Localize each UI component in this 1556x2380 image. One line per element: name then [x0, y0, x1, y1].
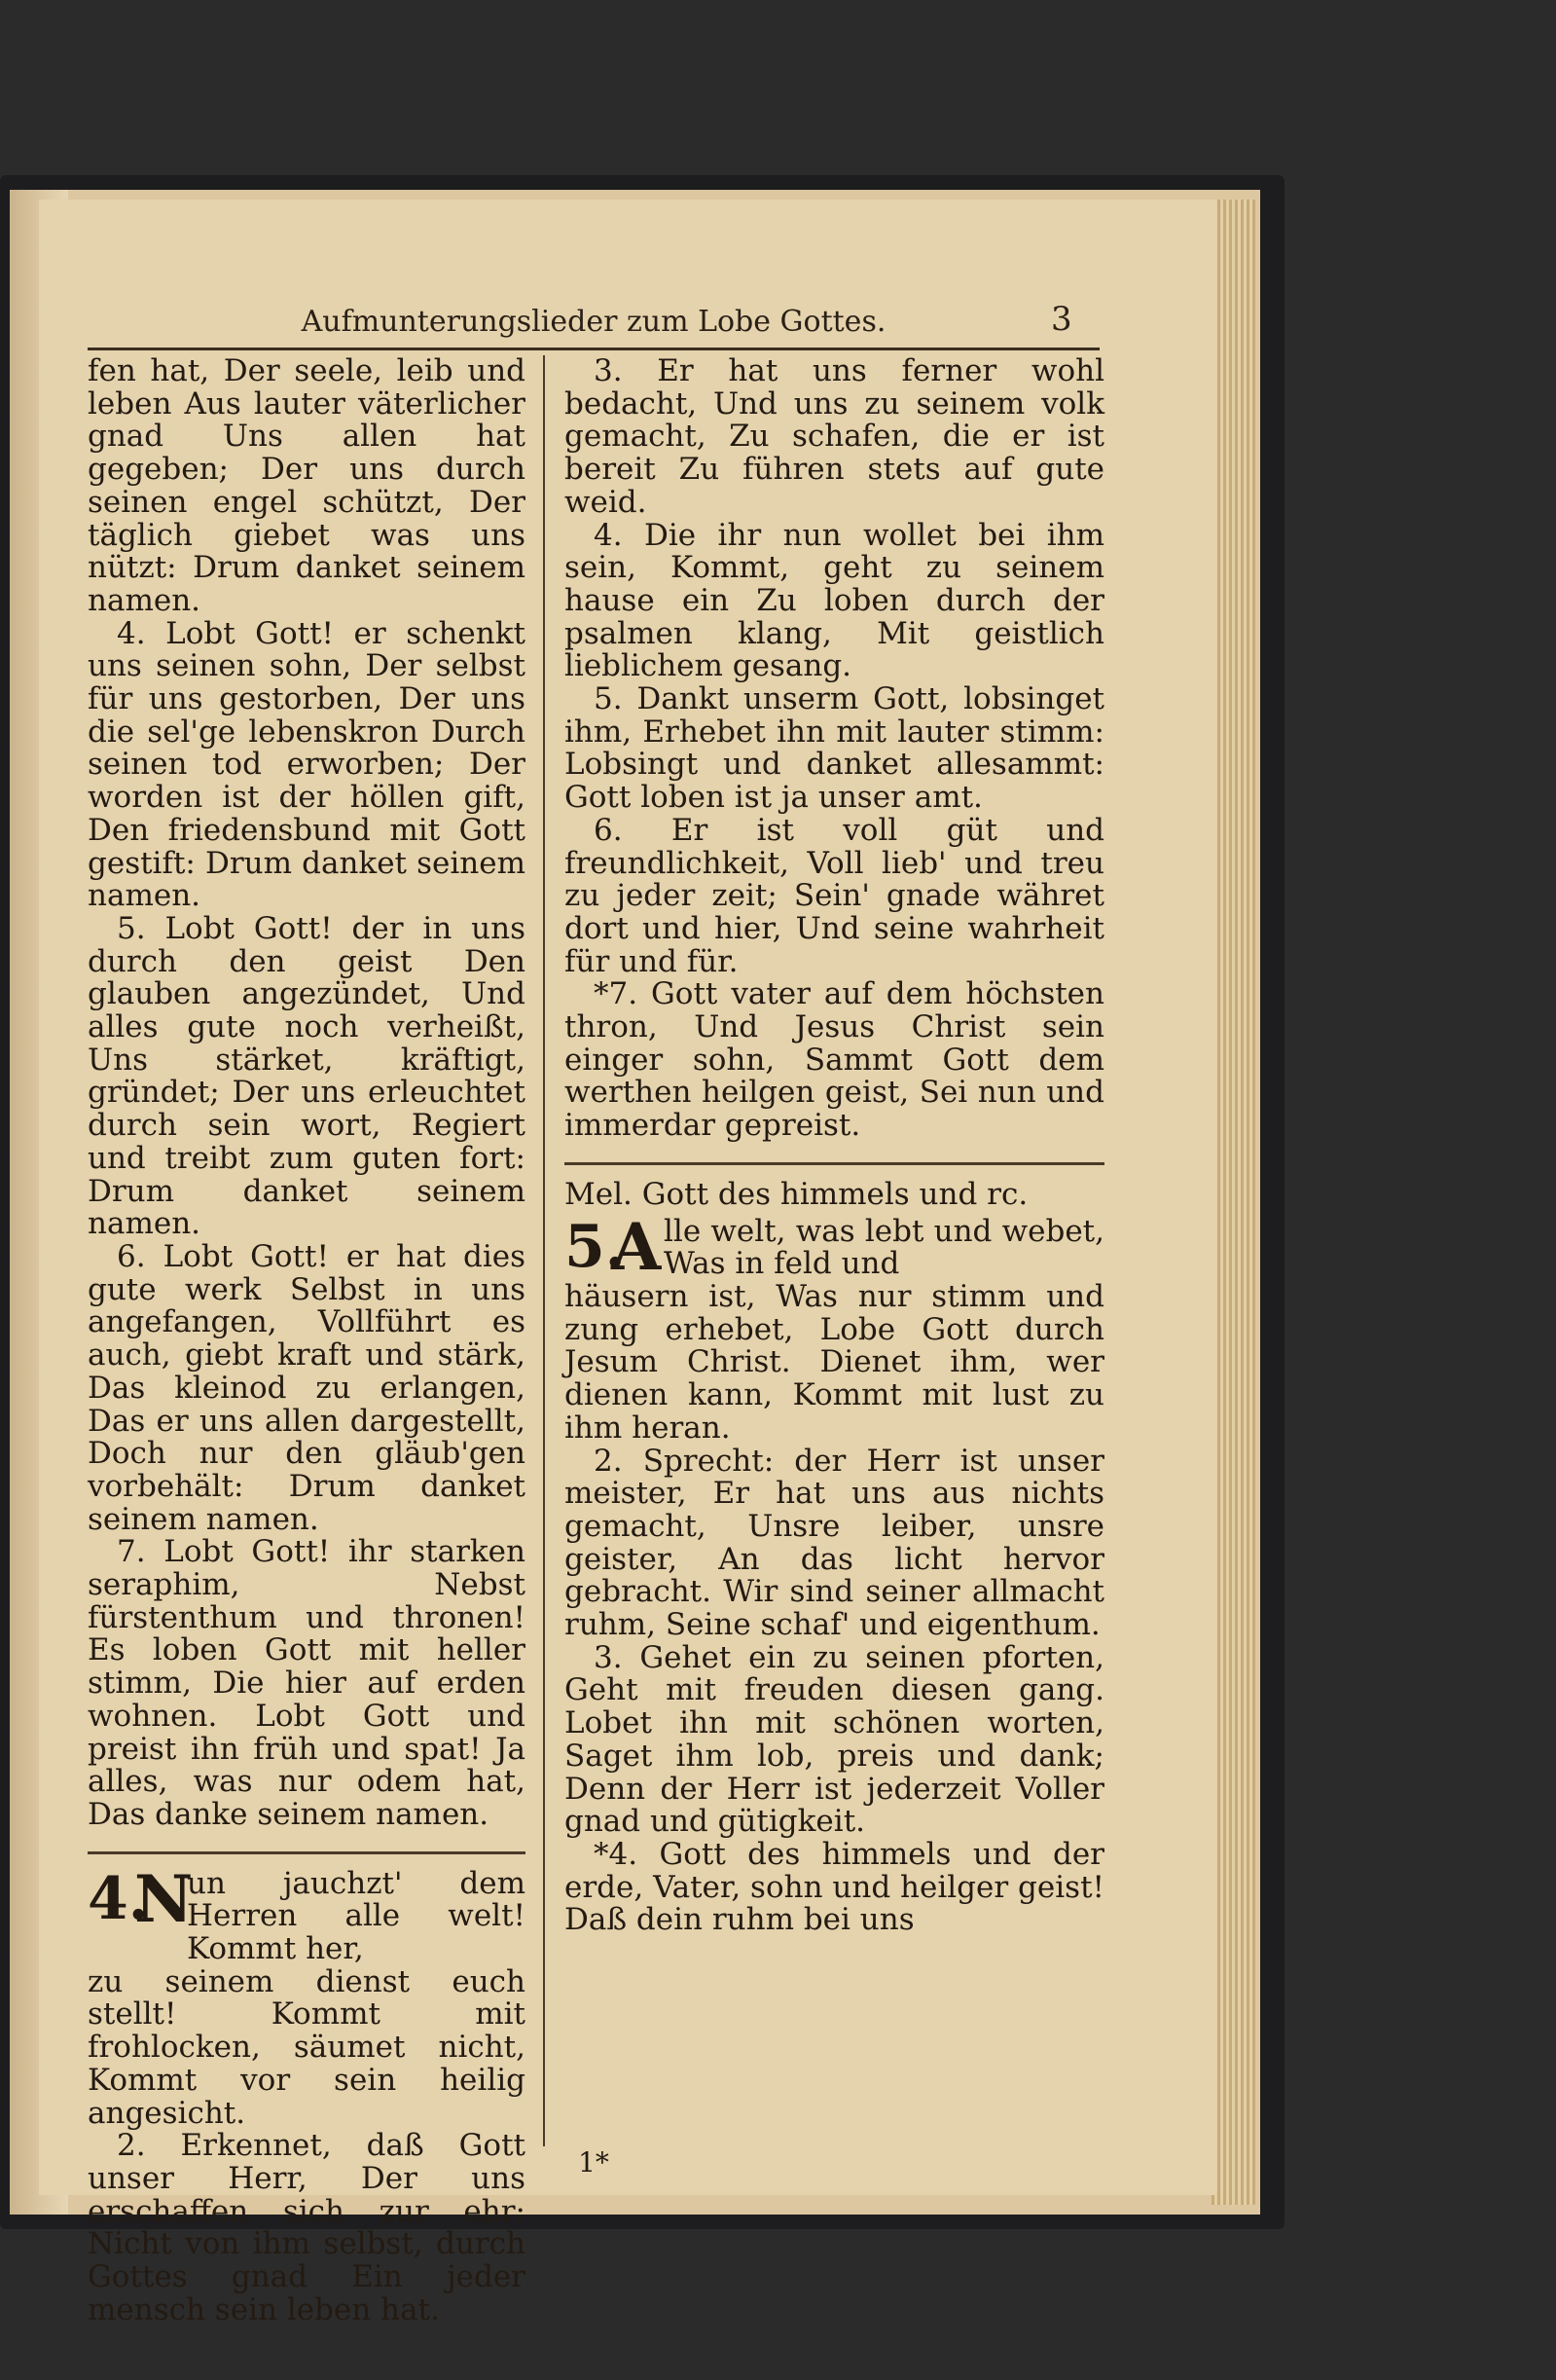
hymn-number: 5. — [564, 1212, 626, 1281]
verse: 2. Sprecht: der Herr ist unser meister, Er hat uns aus nichts gemacht, Unsre leiber, unsre geister, An das licht hervor gebracht. Wir sind seiner allmacht ruhm, Seine schaf' und eigenthum. — [564, 1443, 1104, 1643]
right-column — [564, 355, 1104, 1937]
hymn-5-start — [564, 1208, 1104, 1285]
hymn-first-lines: un jauchzt' dem Herren alle welt! Kommt her, — [187, 1865, 525, 1967]
verse: 5. Lobt Gott! der in uns durch den geist Den glauben angezündet, Und alles gute noch verheißt, Uns stärket, kräftigt, gründet; Der uns erleuchtet durch sein wort, Regiert und treibt zum guten fort: Drum danket seinem namen. — [88, 910, 525, 1242]
verse: 4. Lobt Gott! er schenkt uns seinen sohn, Der selbst für uns gestorben, Der uns die sel'ge lebenskron Durch seinen tod erworben; Der worden ist der höllen gift, Den friedensbund mit Gott gestift: Drum danket seinem namen. — [88, 615, 525, 914]
signature-mark: 1* — [578, 2146, 609, 2179]
verse: 3. Er hat uns ferner wohl bedacht, Und uns zu seinem volk gemacht, Zu schafen, die er ist bereit Zu führen stets auf gute weid. — [564, 353, 1104, 520]
hymn-4-start — [88, 1860, 525, 1967]
melody-line: Mel. Gott des himmels und rc. — [564, 1176, 1029, 1212]
page-fore-edge — [1212, 200, 1255, 2205]
hymn-separator — [88, 1851, 525, 1854]
running-head: Aufmunterungslieder zum Lobe Gottes. — [301, 304, 887, 339]
verse: 4. Die ihr nun wollet bei ihm sein, Kommt, geht zu seinem hause ein Zu loben durch der psalmen klang, Mit geistlich lieblichem gesang. — [564, 517, 1104, 684]
verse: *4. Gott des himmels und der erde, Vater, sohn und heilger geist! Daß dein ruhm bei uns — [564, 1836, 1104, 1938]
book-page — [39, 200, 1216, 2327]
page-number: 3 — [1051, 300, 1072, 339]
verse: fen hat, Der seele, leib und leben Aus lauter väterlicher gnad Uns allen hat gegeben; Der uns durch seinen engel schützt, Der täglich giebet was uns nützt: Drum danket seinem namen. — [88, 353, 525, 618]
verse: 7. Lobt Gott! ihr starken seraphim, Nebst fürstenthum und thronen! Es loben Gott mit heller stimm, Die hier auf erden wohnen. Lobt Gott und preist ihn früh und spat! Ja alles, was nur odem hat, Das danke seinem namen. — [88, 1534, 525, 1832]
verse: 5. Dankt unserm Gott, lobsinget ihm, Erhebet ihn mit lauter stimm: Lobsingt und danket allesammt: Gott loben ist ja unser amt. — [564, 681, 1104, 816]
hymn-first-lines: lle welt, was lebt und webet, Was in feld und — [664, 1213, 1104, 1282]
verse: 6. Er ist voll güt und freundlichkeit, Voll lieb' und treu zu jeder zeit; Sein' gnade währet dort und hier, Und seine wahrheit für und für. — [564, 812, 1104, 979]
verse: 2. Erkennet, daß Gott unser Herr, Der uns erschaffen sich zur ehr: Nicht von ihm selbst, durch Gottes gnad Ein jeder mensch sein leben hat. — [88, 2128, 525, 2327]
header-rule — [88, 348, 1100, 350]
verse: zu seinem dienst euch stellt! Kommt mit frohlocken, säumet nicht, Kommt vor sein heilig angesicht. — [88, 1963, 525, 2131]
verse: 3. Gehet ein zu seinen pforten, Geht mit freuden diesen gang. Lobet ihn mit schönen worten, Saget ihm lob, preis und dank; Denn der Herr ist jederzeit Voller gnad und gütigkeit. — [564, 1639, 1104, 1840]
column-rule — [543, 355, 545, 2146]
left-column — [88, 355, 525, 2326]
verse: *7. Gott vater auf dem höchsten thron, Und Jesus Christ sein einger sohn, Sammt Gott dem werthen heilgen geist, Sei nun und immerdar gepreist. — [564, 976, 1104, 1144]
hymn-separator — [564, 1162, 1104, 1165]
drop-initial: N — [134, 1860, 194, 1937]
drop-initial: A — [611, 1208, 662, 1285]
verse: häusern ist, Was nur stimm und zung erhebet, Lobe Gott durch Jesum Christ. Dienet ihm, wer dienen kann, Kommt mit lust zu ihm heran. — [564, 1278, 1104, 1446]
verse: 6. Lobt Gott! er hat dies gute werk Selbst in uns angefangen, Vollführt es auch, giebt kraft und stärk, Das kleinod zu erlangen, Das er uns allen dargestellt, Doch nur den gläub'gen vorbehält: Drum danket seinem namen. — [88, 1238, 525, 1537]
hymn-number: 4. — [88, 1864, 149, 1933]
